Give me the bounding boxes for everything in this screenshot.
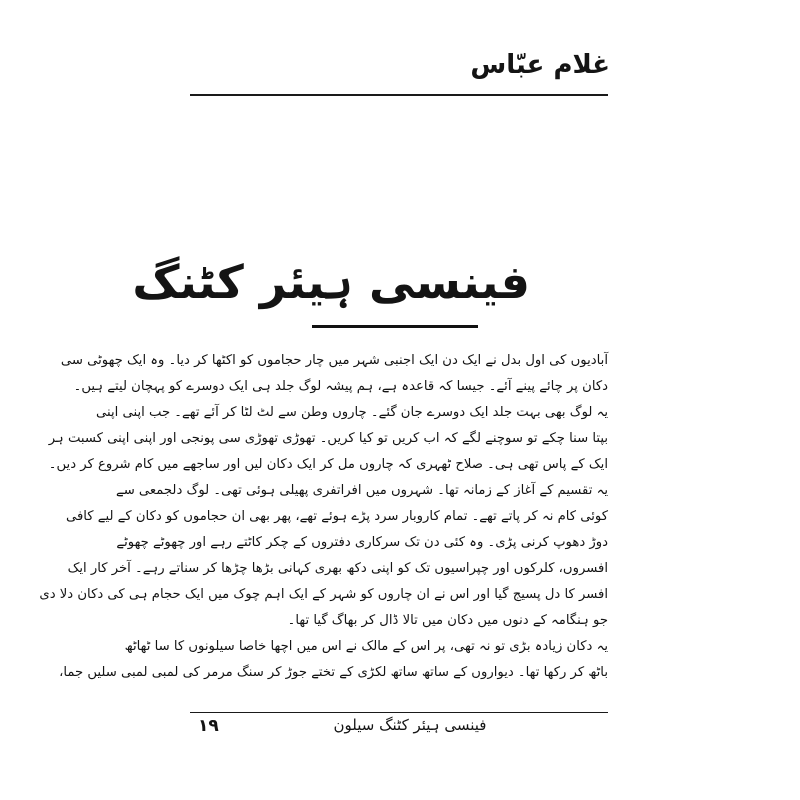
author-name: غلام عبّاس — [470, 50, 610, 80]
body-line: افسر کا دل پسیج گیا اور اس نے ان چاروں کو شہر کے ایک اہم چوک میں ایک حجام ہی کی دکان دلا دی — [39, 587, 608, 602]
body-line: یہ لوگ بھی بہت جلد ایک دوسرے جان گئے۔ چاروں وطن سے لٹ لٹا کر آئے تھے۔ جب اپنی اپنی — [96, 405, 608, 420]
body-line: جو ہنگامہ کے دنوں میں دکان میں تالا ڈال کر بھاگ گیا تھا۔ — [287, 613, 608, 628]
body-line: دکان پر چائے پینے آئے۔ جیسا کہ قاعدہ ہے، ہم پیشہ لوگ جلد ہی ایک دوسرے کو پہچان لیتے ہیں۔ — [73, 379, 608, 394]
body-line: یہ دکان زیادہ بڑی تو نہ تھی، پر اس کے مالک نے اس میں اچھا خاصا سیلونوں کا سا ٹھاٹھ — [124, 639, 608, 654]
body-line: یہ تقسیم کے آغاز کے زمانہ تھا۔ شہروں میں افراتفری پھیلی ہوئی تھی۔ لوگ دلجمعی سے — [115, 483, 608, 498]
story-title: فینسی ہیئر کٹنگ — [132, 255, 530, 309]
running-title: فینسی ہیئر کٹنگ سیلون — [333, 716, 487, 734]
footer-rule — [190, 712, 608, 713]
body-line: باٹھ کر رکھا تھا۔ دیواروں کے ساتھ ساتھ لکڑی کے تختے جوڑ کر سنگ مرمر کی لمبی لمبی سلیں جما، — [59, 665, 608, 680]
body-line: کوئی کام نہ کر پاتے تھے۔ تمام کاروبار سرد پڑے ہوئے تھے، پھر بھی ان حجاموں کو دکان کے لیے کافی — [65, 509, 608, 524]
page-number: ۱۹ — [198, 716, 219, 736]
body-text — [39, 348, 608, 698]
header-rule — [190, 94, 608, 96]
title-underline — [312, 325, 478, 328]
body-line: ایک کے پاس تھی ہی۔ صلاح ٹھہری کہ چاروں مل کر ایک دکان لیں اور ساجھے میں کام شروع کر دیں۔ — [48, 457, 608, 472]
body-line: آبادیوں کی اول بدل نے ایک دن ایک اجنبی شہر میں چار حجاموں کو اکٹھا کر دیا۔ وہ ایک چھوٹی سی — [60, 353, 608, 368]
body-line: بپتا سنا چکے تو سوچنے لگے کہ اب کریں تو کیا کریں۔ تھوڑی تھوڑی سی پونجی اور اپنی اپنی کسبت ہر — [48, 431, 608, 446]
body-line: افسروں، کلرکوں اور چپراسیوں تک کو اپنی دکھ بھری کہانی بڑھا چڑھا کر سناتے رہے۔ آخر کار ایک — [67, 561, 608, 576]
body-line: دوڑ دھوپ کرنی پڑی۔ وہ کئی دن تک سرکاری دفتروں کے چکر کاٹتے رہے اور چھوٹے چھوٹے — [116, 535, 608, 550]
